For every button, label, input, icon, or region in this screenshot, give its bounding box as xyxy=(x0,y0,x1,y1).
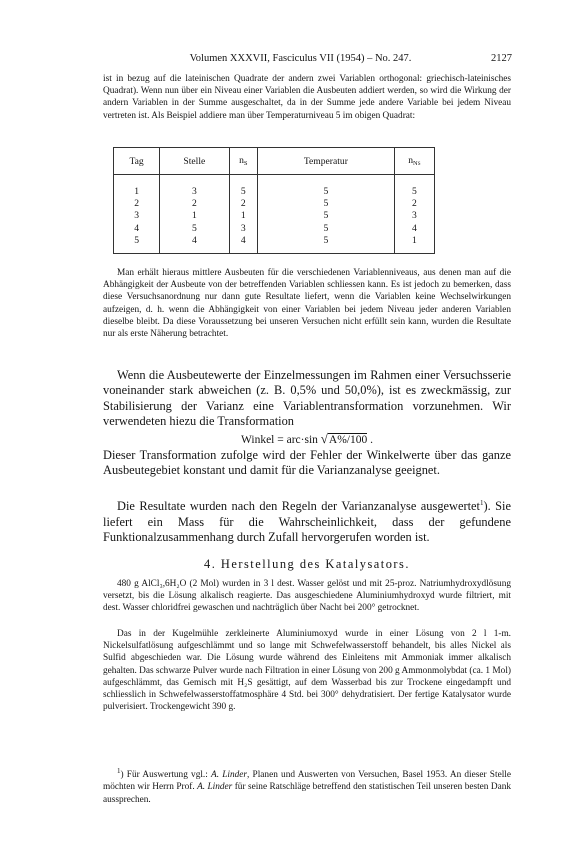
table-header-row xyxy=(114,148,435,175)
table-cell: 1 xyxy=(229,210,258,222)
table-cell: 3 xyxy=(229,222,258,234)
footnote-ref: 1 xyxy=(479,499,484,507)
col-header-nns: $n_{NS}$ xyxy=(394,148,434,175)
table-row xyxy=(114,210,435,222)
table-row xyxy=(114,197,435,209)
table-cell: 5 xyxy=(258,210,395,222)
table-row xyxy=(114,222,435,234)
table-cell: 3 xyxy=(114,210,160,222)
col-header-stelle: Stelle xyxy=(160,148,229,175)
table-cell: 5 xyxy=(258,235,395,254)
table-row xyxy=(114,175,435,198)
table-cell: 4 xyxy=(394,222,434,234)
preparation-paragraph-1: 480 g AlCl₃,6H₂O (2 Mol) wurden in 3 l dest. Wasser gelöst und mit 25-proz. Natriumhydroxydlösung versetzt, bis die Lösung alkalisch reagierte. Das ausgeschiedene Aluminiumhydroxyd wurde filtriert, mit dest. Wasser chloridfrei gewaschen und nachträglich über Nacht bei 200° getrocknet. xyxy=(103,579,511,614)
sqrt-sign: √ xyxy=(320,431,328,446)
table-cell: 5 xyxy=(258,222,395,234)
table-cell: 4 xyxy=(160,235,229,254)
section-heading: 4. Herstellung des Katalysators. xyxy=(204,557,410,571)
table-cell: 2 xyxy=(229,197,258,209)
table-cell: 5 xyxy=(229,175,258,198)
table-cell: 5 xyxy=(258,197,395,209)
preparation-paragraph-2: Das in der Kugelmühle zerkleinerte Aluminiumoxyd wurde in einer Lösung von 2 l 1-m. Nickelsulfatlösung aufgeschlämmt und so lange mit Schwefelwasserstoff behandelt, bis alles Nickel als Sulfid abgeschieden war. Die Lösung wurde während des Einleitens mit Ammoniak immer alkalisch gehalten. Das schwarze Pulver wurde nach Filtration in einer Lösung von 200 g Ammonmolybdat (ca. 1 Mol) aufgeschlämmt, das Gemisch mit H₂S gesättigt, auf dem Wasserbad bis zur Trockene eingedampft und schliesslich in Schwefelwasserstoffatmosphäre 4 Std. bei 300° dehydratisiert. Der fertige Katalysator wurde pulverisiert. Trockengewicht 390 g. xyxy=(103,629,511,713)
formula-end: . xyxy=(370,434,374,446)
table-cell: 4 xyxy=(114,222,160,234)
transformation-paragraph: Wenn die Ausbeutewerte der Einzelmessungen im Rahmen einer Versuchsserie voneinander stark abweichen (z. B. 0,5% und 50,0%), ist es zweckmässig, zur Stabilisierung der Varianz eine Variablentransformation vorzunehmen. Wir verwendeten hiezu die Transformation xyxy=(103,368,511,429)
formula-lhs: Winkel = arc·sin xyxy=(240,434,318,446)
interpretation-paragraph: Man erhält hieraus mittlere Ausbeuten für die verschiedenen Variablenniveaus, aus denen man auf die Abhängigkeit der Ausbeute von der betreffenden Variablen schliessen kann. Es ist jedoch zu bemerken, dass diese Versuchsanordnung nur dann gute Resultate liefert, wenn die Variablen keine Wechselwirkungen aufzeigen, d. h. wenn die Abhängigkeit von einer Variablen bei jedem Niveau jeder anderen Variablen dieselbe bleibt. Da diese Voraussetzung bei unseren Versuchen nicht erfüllt sein kann, wurden die Resultate nur als erste Näherung betrachtet. xyxy=(103,268,511,340)
table-cell: 5 xyxy=(394,175,434,198)
table-cell: 2 xyxy=(160,197,229,209)
intro-paragraph: ist in bezug auf die lateinischen Quadrate der andern zwei Variablen orthogonal: griechisch-lateinisches Quadrat). Wenn nun über ein Niveau einer Variablen die Ausbeuten addiert werden, so wird die Wirkung der andern Variablen in der Summe ausgeschaltet, da in der Summe jede andere Variable bei jedem Niveau vertreten ist. Als Beispiel addiere man über Temperaturniveau 5 im obigen Quadrat: xyxy=(103,74,511,121)
table-row xyxy=(114,235,435,254)
table-cell: 1 xyxy=(114,175,160,198)
results-paragraph: Die Resultate wurden nach den Regeln der Varianzanalyse ausgewertet$^1$). Sie liefert ein Mass für die Wahrscheinlichkeit, dass der gefundene Funktionalzusammenhang durch Zufall hervorgerufen worden ist. xyxy=(103,499,512,544)
table-cell: 5 xyxy=(258,175,395,198)
col-header-temperatur: Temperatur xyxy=(258,148,395,175)
footnote-mark: 1 xyxy=(117,767,121,775)
journal-reference: Volumen XXXVII, Fasciculus VII (1954) – No. 247. xyxy=(189,53,412,64)
table-cell: 3 xyxy=(394,210,434,222)
table-cell: 5 xyxy=(160,222,229,234)
transformation-formula xyxy=(103,431,511,447)
formula-radicand: A%/100 xyxy=(328,434,368,446)
table-cell: 3 xyxy=(160,175,229,198)
yield-table xyxy=(113,147,435,254)
col-header-tag: Tag xyxy=(114,148,160,175)
page-header xyxy=(110,53,512,64)
col-header-ns: $n_S$ xyxy=(229,148,258,175)
footnote-author: A. Linder xyxy=(211,770,248,781)
page-number: 2127 xyxy=(491,53,512,64)
table-cell: 1 xyxy=(160,210,229,222)
table-cell: 2 xyxy=(394,197,434,209)
table-cell: 1 xyxy=(394,235,434,254)
footnote-author: A. Linder xyxy=(197,782,233,793)
table-cell: 4 xyxy=(229,235,258,254)
variance-paragraph: Dieser Transformation zufolge wird der Fehler der Winkelwerte über das ganze Ausbeutegebiet konstant und damit für die Varianzanalyse geeignet. xyxy=(103,448,511,478)
table-cell: 2 xyxy=(114,197,160,209)
table-cell: 5 xyxy=(114,235,160,254)
footnote: $^1$) Für Auswertung vgl.: A. Linder, Planen und Auswerten von Versuchen, Basel 1953. An dieser Stelle möchten wir Herrn Prof. A. Linder für seine Ratschläge betreffend den statistischen Teil unseren besten Dank aussprechen. xyxy=(103,767,512,805)
